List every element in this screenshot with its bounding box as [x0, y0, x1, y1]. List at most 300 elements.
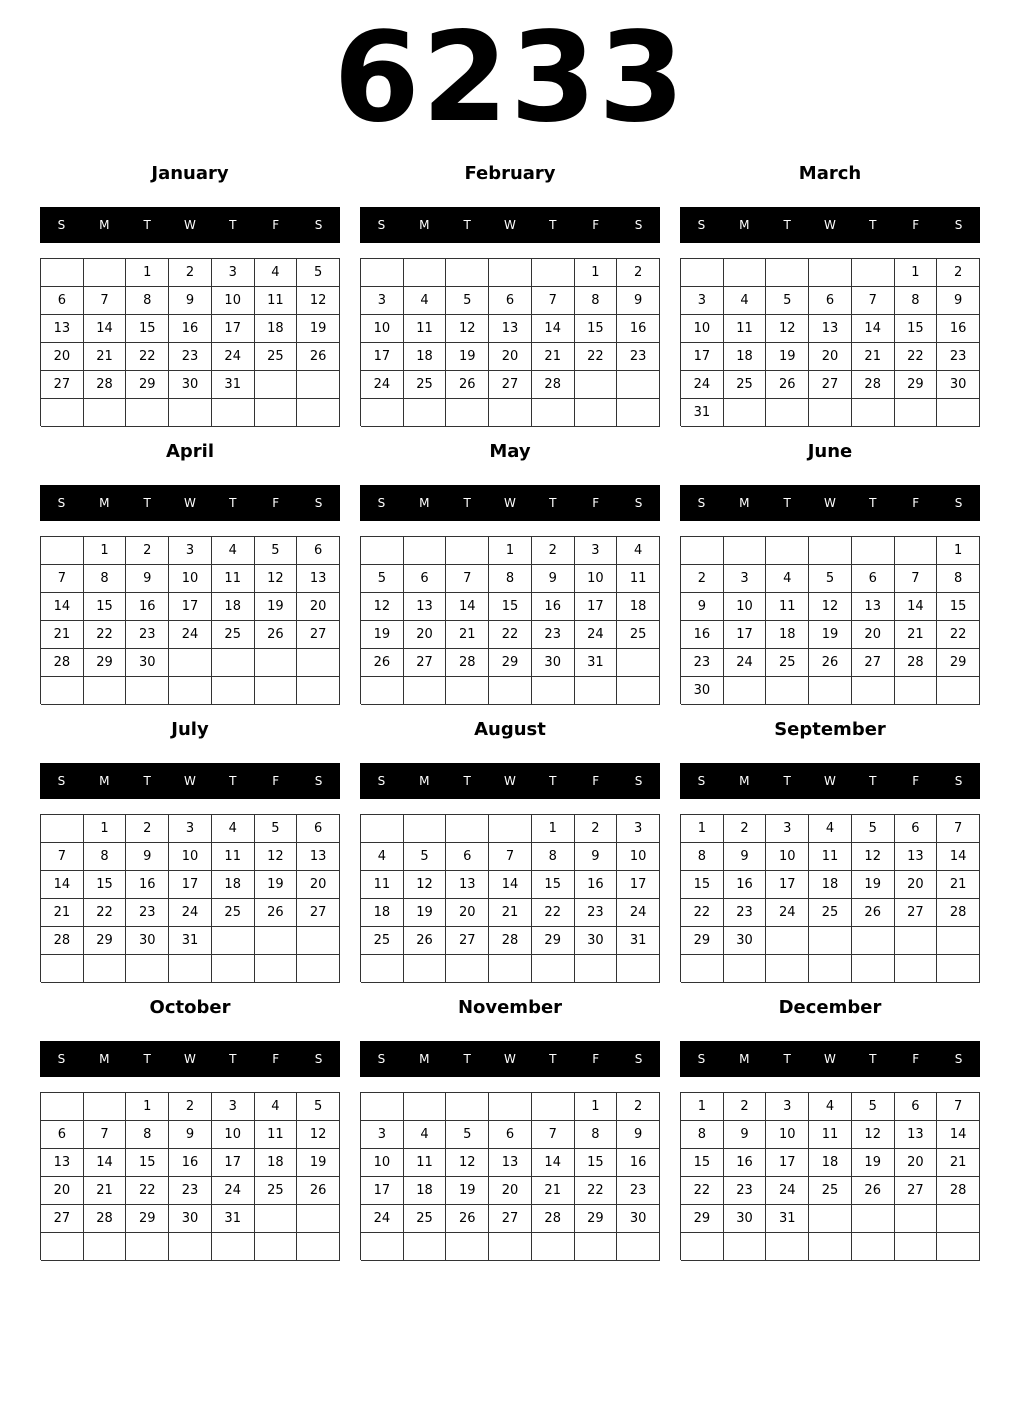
empty-cell	[404, 1233, 447, 1261]
day-cell: 16	[681, 621, 724, 649]
day-cell: 21	[937, 871, 980, 899]
day-cell: 11	[404, 315, 447, 343]
day-cell: 20	[489, 343, 532, 371]
day-cell: 27	[852, 649, 895, 677]
weekday-label: S	[377, 774, 386, 788]
empty-cell	[84, 1233, 127, 1261]
empty-cell	[489, 1233, 532, 1261]
day-cell: 18	[212, 593, 255, 621]
day-cell: 20	[852, 621, 895, 649]
day-cell: 8	[937, 565, 980, 593]
day-cell: 29	[84, 927, 127, 955]
day-grid	[360, 258, 660, 426]
empty-cell	[297, 955, 340, 983]
day-cell: 31	[681, 399, 724, 427]
empty-cell	[297, 649, 340, 677]
weekday-label: M	[99, 1052, 110, 1066]
day-cell: 21	[41, 621, 84, 649]
empty-cell	[255, 677, 298, 705]
day-cell: 24	[575, 621, 618, 649]
day-cell: 7	[41, 565, 84, 593]
weekday-label: T	[229, 1052, 237, 1066]
weekday-label: W	[824, 774, 836, 788]
day-cell: 23	[575, 899, 618, 927]
weekday-label: S	[314, 1052, 323, 1066]
day-cell: 21	[532, 343, 575, 371]
empty-cell	[852, 955, 895, 983]
day-cell: 31	[575, 649, 618, 677]
weekday-label: W	[184, 1052, 196, 1066]
day-cell: 24	[361, 371, 404, 399]
day-cell: 26	[404, 927, 447, 955]
empty-cell	[84, 955, 127, 983]
empty-cell	[724, 259, 767, 287]
day-cell: 15	[681, 871, 724, 899]
day-cell: 20	[297, 593, 340, 621]
day-cell: 24	[212, 1177, 255, 1205]
weekday-label: S	[697, 496, 706, 510]
empty-cell	[126, 677, 169, 705]
day-cell: 19	[766, 343, 809, 371]
day-cell: 11	[766, 593, 809, 621]
empty-cell	[766, 677, 809, 705]
day-cell: 16	[575, 871, 618, 899]
day-grid	[680, 1092, 980, 1260]
empty-cell	[937, 677, 980, 705]
day-cell: 1	[681, 1093, 724, 1121]
empty-cell	[575, 399, 618, 427]
day-cell: 12	[404, 871, 447, 899]
day-cell: 7	[84, 1121, 127, 1149]
weekday-label: T	[229, 774, 237, 788]
empty-cell	[126, 1233, 169, 1261]
empty-cell	[809, 927, 852, 955]
day-cell: 23	[937, 343, 980, 371]
empty-cell	[255, 1205, 298, 1233]
day-cell: 27	[297, 899, 340, 927]
day-cell: 20	[809, 343, 852, 371]
day-cell: 20	[404, 621, 447, 649]
day-cell: 30	[724, 1205, 767, 1233]
day-cell: 12	[255, 565, 298, 593]
empty-cell	[766, 399, 809, 427]
day-cell: 10	[169, 565, 212, 593]
day-cell: 13	[895, 1121, 938, 1149]
day-cell: 18	[255, 1149, 298, 1177]
day-cell: 7	[446, 565, 489, 593]
empty-cell	[852, 1205, 895, 1233]
weekday-label: T	[549, 1052, 557, 1066]
day-cell: 31	[617, 927, 660, 955]
empty-cell	[766, 1233, 809, 1261]
day-cell: 14	[446, 593, 489, 621]
day-cell: 3	[575, 537, 618, 565]
weekday-label: T	[463, 1052, 471, 1066]
empty-cell	[404, 259, 447, 287]
month-name: August	[474, 719, 546, 740]
empty-cell	[809, 677, 852, 705]
day-cell: 9	[937, 287, 980, 315]
day-cell: 18	[404, 1177, 447, 1205]
day-cell: 13	[489, 1149, 532, 1177]
weekday-label: M	[99, 774, 110, 788]
empty-cell	[617, 371, 660, 399]
weekday-label: S	[314, 774, 323, 788]
weekday-label: T	[869, 496, 877, 510]
day-cell: 14	[41, 871, 84, 899]
day-cell: 6	[297, 815, 340, 843]
day-cell: 6	[446, 843, 489, 871]
day-cell: 9	[617, 1121, 660, 1149]
day-cell: 12	[766, 315, 809, 343]
day-cell: 6	[489, 1121, 532, 1149]
empty-cell	[446, 677, 489, 705]
day-cell: 19	[446, 343, 489, 371]
empty-cell	[404, 399, 447, 427]
day-cell: 5	[255, 537, 298, 565]
empty-cell	[297, 399, 340, 427]
day-cell: 4	[212, 815, 255, 843]
empty-cell	[41, 537, 84, 565]
day-cell: 24	[169, 899, 212, 927]
day-cell: 14	[489, 871, 532, 899]
day-cell: 17	[617, 871, 660, 899]
day-cell: 10	[766, 843, 809, 871]
day-cell: 23	[169, 1177, 212, 1205]
weekday-label: T	[783, 218, 791, 232]
weekday-label: F	[272, 1052, 280, 1066]
empty-cell	[852, 927, 895, 955]
empty-cell	[361, 815, 404, 843]
weekday-label: T	[783, 774, 791, 788]
weekday-label: F	[912, 218, 920, 232]
day-cell: 29	[681, 927, 724, 955]
empty-cell	[766, 955, 809, 983]
weekday-label: F	[272, 496, 280, 510]
day-cell: 15	[895, 315, 938, 343]
day-cell: 20	[41, 343, 84, 371]
day-cell: 5	[446, 287, 489, 315]
day-cell: 27	[404, 649, 447, 677]
empty-cell	[446, 537, 489, 565]
day-cell: 29	[126, 1205, 169, 1233]
day-cell: 22	[937, 621, 980, 649]
day-cell: 16	[126, 593, 169, 621]
day-cell: 22	[489, 621, 532, 649]
weekday-label: S	[697, 218, 706, 232]
day-cell: 11	[617, 565, 660, 593]
day-cell: 26	[766, 371, 809, 399]
day-cell: 16	[724, 1149, 767, 1177]
weekday-label: T	[143, 496, 151, 510]
day-cell: 14	[937, 843, 980, 871]
weekday-header	[680, 485, 980, 521]
empty-cell	[724, 1233, 767, 1261]
empty-cell	[575, 955, 618, 983]
empty-cell	[575, 677, 618, 705]
day-cell: 8	[575, 287, 618, 315]
empty-cell	[809, 399, 852, 427]
day-grid	[360, 536, 660, 704]
weekday-label: T	[143, 774, 151, 788]
day-cell: 1	[84, 815, 127, 843]
day-cell: 18	[255, 315, 298, 343]
day-cell: 12	[446, 315, 489, 343]
day-cell: 22	[575, 1177, 618, 1205]
day-cell: 3	[766, 815, 809, 843]
day-cell: 9	[126, 565, 169, 593]
month-name: April	[165, 441, 215, 462]
weekday-header	[360, 485, 660, 521]
day-cell: 2	[169, 259, 212, 287]
weekday-label: T	[463, 496, 471, 510]
empty-cell	[809, 1205, 852, 1233]
weekday-label: T	[783, 496, 791, 510]
empty-cell	[724, 955, 767, 983]
day-cell: 19	[809, 621, 852, 649]
day-cell: 14	[852, 315, 895, 343]
empty-cell	[297, 927, 340, 955]
day-cell: 5	[766, 287, 809, 315]
day-cell: 9	[681, 593, 724, 621]
empty-cell	[852, 537, 895, 565]
empty-cell	[937, 399, 980, 427]
day-cell: 21	[84, 1177, 127, 1205]
day-cell: 10	[766, 1121, 809, 1149]
day-cell: 3	[169, 815, 212, 843]
day-cell: 27	[41, 371, 84, 399]
empty-cell	[169, 955, 212, 983]
day-cell: 11	[809, 1121, 852, 1149]
day-cell: 23	[681, 649, 724, 677]
day-cell: 1	[895, 259, 938, 287]
empty-cell	[575, 371, 618, 399]
day-cell: 27	[446, 927, 489, 955]
weekday-label: W	[504, 774, 516, 788]
day-cell: 16	[724, 871, 767, 899]
day-cell: 30	[126, 649, 169, 677]
day-cell: 9	[724, 843, 767, 871]
month-name: March	[798, 163, 862, 184]
day-cell: 18	[404, 343, 447, 371]
day-cell: 6	[41, 287, 84, 315]
weekday-label: F	[592, 774, 600, 788]
day-cell: 19	[852, 871, 895, 899]
empty-cell	[724, 537, 767, 565]
day-cell: 14	[895, 593, 938, 621]
weekday-label: F	[912, 1052, 920, 1066]
empty-cell	[404, 1093, 447, 1121]
day-cell: 23	[724, 1177, 767, 1205]
day-cell: 15	[126, 1149, 169, 1177]
day-cell: 29	[937, 649, 980, 677]
day-cell: 21	[84, 343, 127, 371]
weekday-label: S	[57, 1052, 66, 1066]
day-cell: 25	[255, 1177, 298, 1205]
weekday-header	[360, 207, 660, 243]
day-cell: 26	[852, 1177, 895, 1205]
empty-cell	[446, 259, 489, 287]
day-cell: 2	[724, 815, 767, 843]
day-cell: 14	[937, 1121, 980, 1149]
weekday-label: W	[504, 1052, 516, 1066]
day-cell: 15	[489, 593, 532, 621]
weekday-label: F	[272, 774, 280, 788]
day-cell: 12	[852, 1121, 895, 1149]
weekday-label: S	[57, 218, 66, 232]
day-cell: 24	[169, 621, 212, 649]
empty-cell	[84, 1093, 127, 1121]
day-cell: 10	[617, 843, 660, 871]
weekday-label: F	[912, 496, 920, 510]
day-cell: 8	[895, 287, 938, 315]
empty-cell	[84, 399, 127, 427]
weekday-label: W	[504, 218, 516, 232]
weekday-label: W	[824, 218, 836, 232]
day-cell: 27	[41, 1205, 84, 1233]
day-cell: 22	[84, 621, 127, 649]
day-cell: 8	[126, 287, 169, 315]
day-cell: 10	[681, 315, 724, 343]
day-cell: 22	[681, 899, 724, 927]
day-cell: 18	[809, 871, 852, 899]
day-cell: 14	[84, 1149, 127, 1177]
weekday-label: T	[869, 1052, 877, 1066]
empty-cell	[724, 677, 767, 705]
empty-cell	[212, 399, 255, 427]
day-cell: 21	[41, 899, 84, 927]
day-grid	[680, 814, 980, 982]
weekday-label: S	[954, 1052, 963, 1066]
day-cell: 26	[255, 621, 298, 649]
day-cell: 9	[617, 287, 660, 315]
day-cell: 28	[446, 649, 489, 677]
month-name: December	[778, 997, 882, 1018]
day-cell: 23	[724, 899, 767, 927]
empty-cell	[681, 537, 724, 565]
day-cell: 2	[575, 815, 618, 843]
empty-cell	[937, 927, 980, 955]
day-cell: 29	[489, 649, 532, 677]
day-cell: 3	[617, 815, 660, 843]
day-cell: 2	[126, 815, 169, 843]
empty-cell	[617, 649, 660, 677]
weekday-header	[40, 1041, 340, 1077]
day-cell: 15	[575, 315, 618, 343]
day-cell: 8	[532, 843, 575, 871]
day-cell: 15	[681, 1149, 724, 1177]
empty-cell	[681, 955, 724, 983]
day-cell: 24	[617, 899, 660, 927]
day-cell: 2	[937, 259, 980, 287]
empty-cell	[41, 815, 84, 843]
weekday-label: M	[99, 496, 110, 510]
empty-cell	[489, 677, 532, 705]
empty-cell	[681, 259, 724, 287]
day-cell: 3	[361, 1121, 404, 1149]
weekday-label: T	[143, 218, 151, 232]
empty-cell	[255, 399, 298, 427]
day-cell: 5	[297, 1093, 340, 1121]
day-cell: 5	[361, 565, 404, 593]
day-cell: 19	[404, 899, 447, 927]
weekday-header	[680, 207, 980, 243]
weekday-label: S	[377, 1052, 386, 1066]
day-cell: 3	[361, 287, 404, 315]
day-cell: 18	[809, 1149, 852, 1177]
weekday-label: F	[912, 774, 920, 788]
day-grid	[360, 1092, 660, 1260]
weekday-label: T	[549, 496, 557, 510]
day-cell: 25	[617, 621, 660, 649]
day-cell: 4	[255, 259, 298, 287]
day-cell: 17	[361, 343, 404, 371]
empty-cell	[169, 649, 212, 677]
day-cell: 9	[575, 843, 618, 871]
day-cell: 28	[41, 927, 84, 955]
day-cell: 17	[766, 871, 809, 899]
weekday-label: T	[463, 218, 471, 232]
weekday-label: S	[314, 218, 323, 232]
month-name: May	[489, 441, 531, 462]
empty-cell	[404, 955, 447, 983]
weekday-label: T	[869, 218, 877, 232]
day-cell: 4	[212, 537, 255, 565]
day-cell: 4	[766, 565, 809, 593]
empty-cell	[169, 399, 212, 427]
empty-cell	[532, 399, 575, 427]
day-cell: 28	[852, 371, 895, 399]
empty-cell	[297, 371, 340, 399]
day-cell: 14	[41, 593, 84, 621]
day-grid	[680, 536, 980, 704]
day-cell: 4	[404, 287, 447, 315]
day-cell: 31	[212, 371, 255, 399]
empty-cell	[446, 1093, 489, 1121]
empty-cell	[212, 649, 255, 677]
weekday-label: W	[184, 218, 196, 232]
day-cell: 26	[446, 371, 489, 399]
day-cell: 13	[809, 315, 852, 343]
empty-cell	[809, 955, 852, 983]
day-cell: 18	[766, 621, 809, 649]
weekday-label: T	[869, 774, 877, 788]
day-cell: 16	[169, 315, 212, 343]
day-cell: 7	[895, 565, 938, 593]
empty-cell	[169, 677, 212, 705]
day-cell: 6	[895, 815, 938, 843]
weekday-label: T	[143, 1052, 151, 1066]
month-name: February	[464, 163, 556, 184]
day-cell: 5	[255, 815, 298, 843]
day-cell: 20	[489, 1177, 532, 1205]
day-cell: 10	[361, 1149, 404, 1177]
day-cell: 4	[809, 1093, 852, 1121]
empty-cell	[532, 677, 575, 705]
day-cell: 17	[169, 593, 212, 621]
day-cell: 20	[41, 1177, 84, 1205]
day-cell: 21	[937, 1149, 980, 1177]
day-cell: 13	[852, 593, 895, 621]
empty-cell	[404, 815, 447, 843]
day-cell: 26	[446, 1205, 489, 1233]
empty-cell	[532, 259, 575, 287]
empty-cell	[895, 399, 938, 427]
day-cell: 29	[126, 371, 169, 399]
day-cell: 23	[169, 343, 212, 371]
day-cell: 6	[895, 1093, 938, 1121]
day-cell: 10	[724, 593, 767, 621]
